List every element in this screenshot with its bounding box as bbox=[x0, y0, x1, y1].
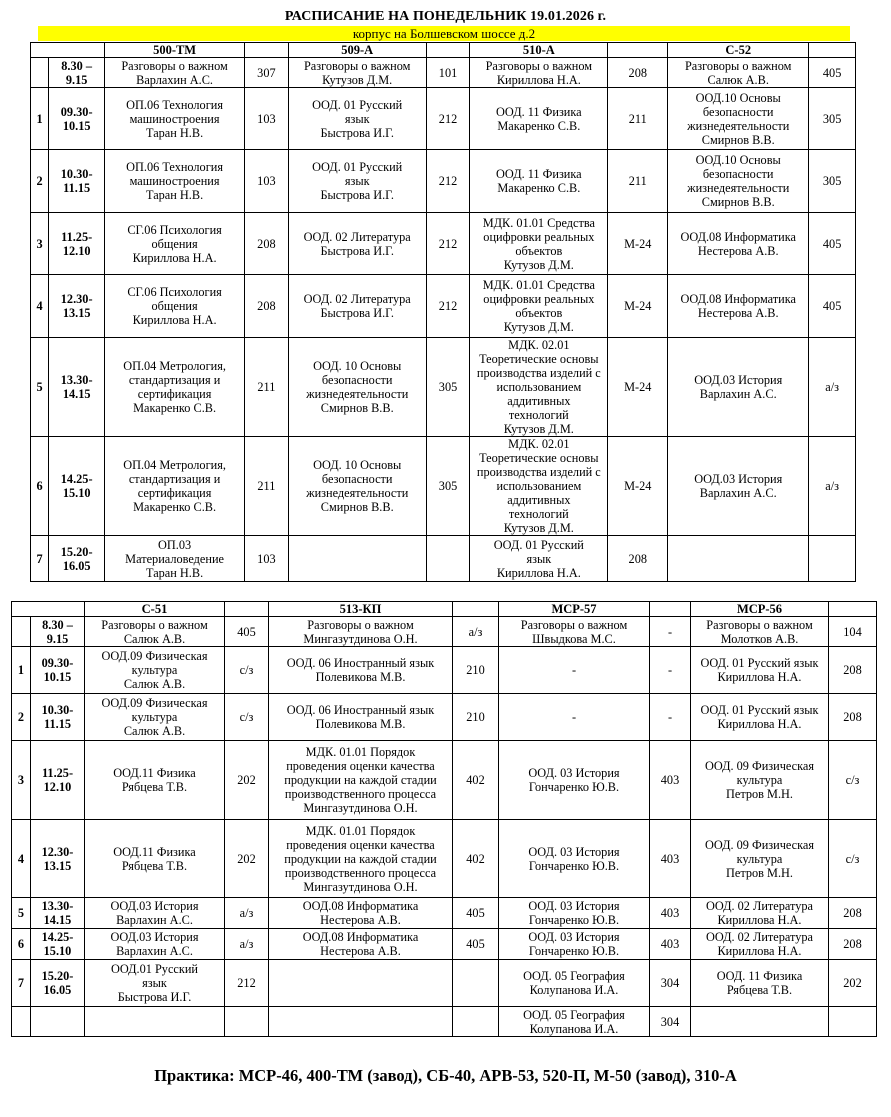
lesson-number bbox=[12, 617, 31, 647]
lesson-number: 7 bbox=[12, 960, 31, 1007]
room-cell: с/з bbox=[829, 741, 877, 820]
subject-cell: ОП.04 Метрология, стандартизация и сертификация Макаренко С.В. bbox=[105, 437, 245, 536]
room-cell: а/з bbox=[809, 338, 856, 437]
subject-cell bbox=[288, 536, 426, 582]
header-blank bbox=[31, 43, 105, 58]
subject-cell: ООД. 01 Русский язык Кириллова Н.А. bbox=[470, 536, 608, 582]
lesson-number: 2 bbox=[12, 694, 31, 741]
subject-cell: ООД.10 Основы безопасности жизнедеятельности Смирнов В.В. bbox=[668, 150, 809, 213]
room-cell bbox=[225, 1007, 269, 1037]
lesson-time: 13.30- 14.15 bbox=[31, 898, 85, 929]
lesson-row bbox=[31, 88, 856, 150]
room-cell: 211 bbox=[245, 338, 289, 437]
subject-cell: ООД. 03 История Гончаренко Ю.В. bbox=[499, 929, 650, 960]
room-cell: 403 bbox=[650, 820, 691, 898]
lesson-time: 13.30- 14.15 bbox=[49, 338, 105, 437]
campus-subtitle: корпус на Болшевском шоссе д.2 bbox=[38, 26, 850, 41]
subject-cell: ООД.03 История Варлахин А.С. bbox=[668, 338, 809, 437]
lesson-number bbox=[31, 58, 49, 88]
subject-cell: ООД.09 Физическая культура Салюк А.В. bbox=[85, 647, 225, 694]
room-cell: 212 bbox=[426, 213, 470, 275]
subject-cell: ООД. 01 Русский язык Быстрова И.Г. bbox=[288, 150, 426, 213]
subject-cell bbox=[668, 536, 809, 582]
room-cell bbox=[809, 536, 856, 582]
room-cell: 202 bbox=[225, 820, 269, 898]
room-cell: 402 bbox=[453, 820, 499, 898]
subject-cell bbox=[691, 1007, 829, 1037]
lesson-time: 15.20- 16.05 bbox=[31, 960, 85, 1007]
lesson-row bbox=[12, 617, 877, 647]
room-header bbox=[453, 602, 499, 617]
subject-cell: Разговоры о важном Салюк А.В. bbox=[85, 617, 225, 647]
subject-cell: СГ.06 Психология общения Кириллова Н.А. bbox=[105, 213, 245, 275]
group-header: МСР-56 bbox=[691, 602, 829, 617]
room-header bbox=[245, 43, 289, 58]
group-header: 510-А bbox=[470, 43, 608, 58]
lesson-row bbox=[12, 960, 877, 1007]
room-cell: 212 bbox=[225, 960, 269, 1007]
subject-cell: ООД. 06 Иностранный язык Полевикова М.В. bbox=[269, 647, 453, 694]
subject-cell: ООД. 02 Литература Быстрова И.Г. bbox=[288, 275, 426, 338]
subject-cell: ООД. 01 Русский язык Кириллова Н.А. bbox=[691, 647, 829, 694]
room-cell: 304 bbox=[650, 960, 691, 1007]
room-cell: 305 bbox=[809, 150, 856, 213]
room-cell: 101 bbox=[426, 58, 470, 88]
lesson-row bbox=[31, 275, 856, 338]
lesson-time: 14.25- 15.10 bbox=[31, 929, 85, 960]
lesson-row bbox=[12, 898, 877, 929]
subject-cell: Разговоры о важном Мингазутдинова О.Н. bbox=[269, 617, 453, 647]
room-cell: 403 bbox=[650, 898, 691, 929]
lesson-row bbox=[12, 929, 877, 960]
room-cell: с/з bbox=[829, 820, 877, 898]
schedule-table-1 bbox=[30, 42, 856, 582]
room-cell: 208 bbox=[608, 58, 668, 88]
lesson-row bbox=[31, 338, 856, 437]
subject-cell: ОП.04 Метрология, стандартизация и сертификация Макаренко С.В. bbox=[105, 338, 245, 437]
room-cell: 208 bbox=[245, 275, 289, 338]
subject-cell: Разговоры о важном Салюк А.В. bbox=[668, 58, 809, 88]
subject-cell: ООД.10 Основы безопасности жизнедеятельности Смирнов В.В. bbox=[668, 88, 809, 150]
lesson-number: 4 bbox=[12, 820, 31, 898]
subject-cell: МДК. 02.01 Теоретические основы производства изделий с использованием аддитивных технологий Кутузов Д.М. bbox=[470, 437, 608, 536]
header-row bbox=[12, 602, 877, 617]
room-cell: 405 bbox=[225, 617, 269, 647]
room-cell: - bbox=[650, 617, 691, 647]
lesson-row bbox=[12, 694, 877, 741]
subject-cell: ООД. 10 Основы безопасности жизнедеятельности Смирнов В.В. bbox=[288, 437, 426, 536]
room-cell: М-24 bbox=[608, 338, 668, 437]
lesson-number bbox=[12, 1007, 31, 1037]
subject-cell: ООД. 09 Физическая культура Петров М.Н. bbox=[691, 741, 829, 820]
subject-cell bbox=[269, 1007, 453, 1037]
lesson-time: 12.30- 13.15 bbox=[31, 820, 85, 898]
room-cell: 208 bbox=[608, 536, 668, 582]
subject-cell: ООД. 03 История Гончаренко Ю.В. bbox=[499, 898, 650, 929]
page-title: РАСПИСАНИЕ НА ПОНЕДЕЛЬНИК 19.01.2026 г. bbox=[284, 9, 607, 24]
subject-cell: ООД.08 Информатика Нестерова А.В. bbox=[269, 898, 453, 929]
room-cell: 403 bbox=[650, 929, 691, 960]
subject-cell: ООД.08 Информатика Нестерова А.В. bbox=[668, 213, 809, 275]
room-header bbox=[426, 43, 470, 58]
room-cell: 402 bbox=[453, 741, 499, 820]
group-header: С-52 bbox=[668, 43, 809, 58]
lesson-number: 5 bbox=[31, 338, 49, 437]
subject-cell: ООД.03 История Варлахин А.С. bbox=[85, 929, 225, 960]
room-cell bbox=[453, 960, 499, 1007]
subject-cell: ООД. 05 География Колупанова И.А. bbox=[499, 1007, 650, 1037]
subject-cell: ООД. 09 Физическая культура Петров М.Н. bbox=[691, 820, 829, 898]
room-cell: М-24 bbox=[608, 213, 668, 275]
group-header: С-51 bbox=[85, 602, 225, 617]
lesson-number: 2 bbox=[31, 150, 49, 213]
room-cell: 104 bbox=[829, 617, 877, 647]
practice-note: Практика: МСР-46, 400-ТМ (завод), СБ-40, АРВ-53, 520-П, М-50 (завод), 310-А bbox=[154, 1066, 737, 1085]
subject-cell: ОП.03 Материаловедение Таран Н.В. bbox=[105, 536, 245, 582]
subject-cell: ООД. 03 История Гончаренко Ю.В. bbox=[499, 820, 650, 898]
subject-cell: ООД.03 История Варлахин А.С. bbox=[668, 437, 809, 536]
lesson-row bbox=[31, 536, 856, 582]
room-cell: - bbox=[650, 694, 691, 741]
subject-cell: ООД.09 Физическая культура Салюк А.В. bbox=[85, 694, 225, 741]
subject-cell: ООД. 10 Основы безопасности жизнедеятельности Смирнов В.В. bbox=[288, 338, 426, 437]
room-cell: 202 bbox=[225, 741, 269, 820]
room-cell: 305 bbox=[809, 88, 856, 150]
room-cell: 212 bbox=[426, 88, 470, 150]
room-header bbox=[225, 602, 269, 617]
lesson-time: 11.25- 12.10 bbox=[31, 741, 85, 820]
lesson-time: 15.20- 16.05 bbox=[49, 536, 105, 582]
room-header bbox=[608, 43, 668, 58]
room-cell: 211 bbox=[608, 88, 668, 150]
lesson-number: 6 bbox=[12, 929, 31, 960]
header-blank bbox=[12, 602, 85, 617]
lesson-time bbox=[31, 1007, 85, 1037]
lesson-time: 09.30- 10.15 bbox=[31, 647, 85, 694]
lesson-row bbox=[31, 213, 856, 275]
subject-cell: Разговоры о важном Варлахин А.С. bbox=[105, 58, 245, 88]
subject-cell: ООД. 02 Литература Кириллова Н.А. bbox=[691, 898, 829, 929]
lesson-number: 1 bbox=[12, 647, 31, 694]
room-cell: 210 bbox=[453, 694, 499, 741]
room-cell: М-24 bbox=[608, 275, 668, 338]
room-cell: 210 bbox=[453, 647, 499, 694]
subject-cell: МДК. 01.01 Порядок проведения оценки качества продукции на каждой стадии производственного процесса Мингазутдинова О.Н. bbox=[269, 741, 453, 820]
subject-cell: ООД. 05 География Колупанова И.А. bbox=[499, 960, 650, 1007]
subject-cell: СГ.06 Психология общения Кириллова Н.А. bbox=[105, 275, 245, 338]
lesson-time: 10.30- 11.15 bbox=[31, 694, 85, 741]
subject-cell: ООД.08 Информатика Нестерова А.В. bbox=[269, 929, 453, 960]
subject-cell: ООД.08 Информатика Нестерова А.В. bbox=[668, 275, 809, 338]
group-header: 509-А bbox=[288, 43, 426, 58]
subject-cell: ОП.06 Технология машиностроения Таран Н.В. bbox=[105, 150, 245, 213]
lesson-row bbox=[12, 647, 877, 694]
subject-cell: ООД. 02 Литература Быстрова И.Г. bbox=[288, 213, 426, 275]
subject-cell: Разговоры о важном Швыдкова М.С. bbox=[499, 617, 650, 647]
schedule-table-2 bbox=[11, 601, 877, 1037]
lesson-row bbox=[31, 150, 856, 213]
subject-cell: ООД. 02 Литература Кириллова Н.А. bbox=[691, 929, 829, 960]
group-header: 513-КП bbox=[269, 602, 453, 617]
room-cell: 305 bbox=[426, 338, 470, 437]
lesson-number: 7 bbox=[31, 536, 49, 582]
subject-cell: МДК. 02.01 Теоретические основы производства изделий с использованием аддитивных технологий Кутузов Д.М. bbox=[470, 338, 608, 437]
room-cell: 405 bbox=[809, 58, 856, 88]
lesson-number: 3 bbox=[12, 741, 31, 820]
room-cell: - bbox=[650, 647, 691, 694]
room-cell: 208 bbox=[829, 647, 877, 694]
subject-cell: МДК. 01.01 Средства оцифровки реальных объектов Кутузов Д.М. bbox=[470, 213, 608, 275]
room-cell: 211 bbox=[608, 150, 668, 213]
subject-cell: - bbox=[499, 647, 650, 694]
room-header bbox=[650, 602, 691, 617]
lesson-number: 6 bbox=[31, 437, 49, 536]
room-cell: 208 bbox=[829, 929, 877, 960]
room-cell bbox=[829, 1007, 877, 1037]
room-cell: 208 bbox=[829, 694, 877, 741]
room-cell: 208 bbox=[829, 898, 877, 929]
lesson-time: 10.30- 11.15 bbox=[49, 150, 105, 213]
group-header: МСР-57 bbox=[499, 602, 650, 617]
lesson-time: 8.30 – 9.15 bbox=[49, 58, 105, 88]
group-header: 500-ТМ bbox=[105, 43, 245, 58]
room-cell: с/з bbox=[225, 694, 269, 741]
room-cell: 405 bbox=[453, 929, 499, 960]
room-cell: 211 bbox=[245, 437, 289, 536]
room-cell bbox=[426, 536, 470, 582]
room-cell: 103 bbox=[245, 88, 289, 150]
lesson-time: 8.30 – 9.15 bbox=[31, 617, 85, 647]
room-cell: с/з bbox=[225, 647, 269, 694]
room-header bbox=[809, 43, 856, 58]
lesson-row bbox=[12, 820, 877, 898]
lesson-time: 09.30- 10.15 bbox=[49, 88, 105, 150]
subject-cell: МДК. 01.01 Порядок проведения оценки качества продукции на каждой стадии производственного процесса Мингазутдинова О.Н. bbox=[269, 820, 453, 898]
subject-cell: МДК. 01.01 Средства оцифровки реальных объектов Кутузов Д.М. bbox=[470, 275, 608, 338]
subject-cell: - bbox=[499, 694, 650, 741]
lesson-number: 3 bbox=[31, 213, 49, 275]
room-cell: 103 bbox=[245, 536, 289, 582]
subject-cell: ОП.06 Технология машиностроения Таран Н.В. bbox=[105, 88, 245, 150]
room-cell: 304 bbox=[650, 1007, 691, 1037]
subject-cell: ООД. 11 Физика Рябцева Т.В. bbox=[691, 960, 829, 1007]
room-cell: 405 bbox=[809, 275, 856, 338]
subject-cell: ООД. 03 История Гончаренко Ю.В. bbox=[499, 741, 650, 820]
subject-cell bbox=[269, 960, 453, 1007]
room-cell: 403 bbox=[650, 741, 691, 820]
subject-cell: ООД.01 Русский язык Быстрова И.Г. bbox=[85, 960, 225, 1007]
room-cell: 305 bbox=[426, 437, 470, 536]
subject-cell: Разговоры о важном Кириллова Н.А. bbox=[470, 58, 608, 88]
subject-cell: ООД. 01 Русский язык Быстрова И.Г. bbox=[288, 88, 426, 150]
lesson-number: 1 bbox=[31, 88, 49, 150]
lesson-number: 4 bbox=[31, 275, 49, 338]
room-cell: 405 bbox=[453, 898, 499, 929]
subject-cell: Разговоры о важном Молотков А.В. bbox=[691, 617, 829, 647]
room-cell: 103 bbox=[245, 150, 289, 213]
room-cell: 212 bbox=[426, 275, 470, 338]
lesson-number: 5 bbox=[12, 898, 31, 929]
room-cell: 405 bbox=[809, 213, 856, 275]
lesson-row bbox=[12, 741, 877, 820]
subject-cell: ООД. 01 Русский язык Кириллова Н.А. bbox=[691, 694, 829, 741]
room-cell: а/з bbox=[225, 929, 269, 960]
room-cell bbox=[453, 1007, 499, 1037]
lesson-time: 12.30- 13.15 bbox=[49, 275, 105, 338]
lesson-row bbox=[12, 1007, 877, 1037]
room-cell: М-24 bbox=[608, 437, 668, 536]
subject-cell: ООД. 11 Физика Макаренко С.В. bbox=[470, 88, 608, 150]
room-cell: 212 bbox=[426, 150, 470, 213]
subject-cell: ООД. 11 Физика Макаренко С.В. bbox=[470, 150, 608, 213]
header-row bbox=[31, 43, 856, 58]
room-cell: а/з bbox=[453, 617, 499, 647]
lesson-time: 14.25- 15.10 bbox=[49, 437, 105, 536]
subject-cell: ООД.11 Физика Рябцева Т.В. bbox=[85, 741, 225, 820]
subject-cell: ООД.03 История Варлахин А.С. bbox=[85, 898, 225, 929]
subject-cell bbox=[85, 1007, 225, 1037]
subject-cell: Разговоры о важном Кутузов Д.М. bbox=[288, 58, 426, 88]
room-header bbox=[829, 602, 877, 617]
room-cell: 307 bbox=[245, 58, 289, 88]
room-cell: а/з bbox=[225, 898, 269, 929]
room-cell: а/з bbox=[809, 437, 856, 536]
lesson-row bbox=[31, 437, 856, 536]
room-cell: 202 bbox=[829, 960, 877, 1007]
subject-cell: ООД.11 Физика Рябцева Т.В. bbox=[85, 820, 225, 898]
lesson-time: 11.25- 12.10 bbox=[49, 213, 105, 275]
subject-cell: ООД. 06 Иностранный язык Полевикова М.В. bbox=[269, 694, 453, 741]
lesson-row bbox=[31, 58, 856, 88]
room-cell: 208 bbox=[245, 213, 289, 275]
